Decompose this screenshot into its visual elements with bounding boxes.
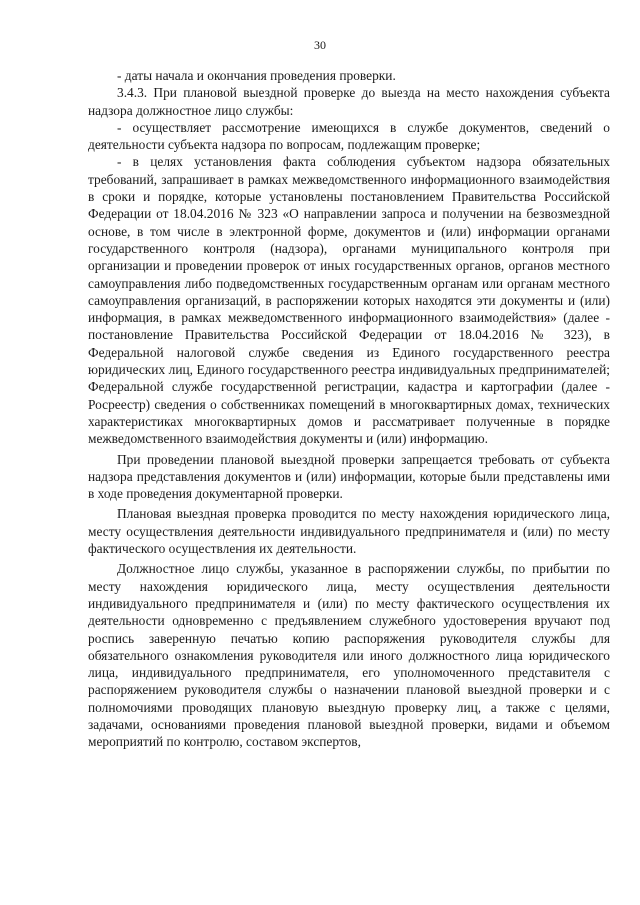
- paragraph-3-4-3: 3.4.3. При плановой выездной проверке до выезда на место нахождения субъекта надзора должностное лицо службы:: [88, 85, 610, 118]
- paragraph-inspection-location: Плановая выездная проверка проводится по месту нахождения юридического лица, месту осуществления деятельности индивидуального предпринимателя и (или) по месту фактического осуществления их деятельности.: [88, 506, 610, 557]
- page-number: 30: [314, 38, 326, 52]
- paragraph-official-arrival: Должностное лицо службы, указанное в распоряжении службы, по прибытии по месту нахождения юридического лица, месту осуществления деятельности индивидуального предпринимателя и (или) по месту фактического осуществления их деятельности одновременно с предъявлением служебного удостоверения вручают под роспись заверенную печатью копию распоряжения руководителя службы для обязательного ознакомления руководителя или иного должностного лица юридического лица, индивидуального предпринимателя, его уполномоченного представителя с распоряжением руководителя службы о назначении плановой выездной проверки и с полномочиями проводящих плановую выездную проверку лиц, а также с целями, задачами, основаниями проведения плановой выездной проверки, видами и объемом мероприятий по контролю, составом экспертов,: [88, 561, 610, 750]
- paragraph-review-documents: - осуществляет рассмотрение имеющихся в службе документов, сведений о деятельности субъекта надзора по вопросам, подлежащим проверке;: [88, 119, 610, 153]
- document-body: [88, 67, 610, 751]
- paragraph-prohibition: При проведении плановой выездной проверки запрещается требовать от субъекта надзора представления документов и (или) информации, которые были представлены ими в ходе проведения документарной проверки.: [88, 451, 610, 502]
- paragraph-interagency-request: - в целях установления факта соблюдения субъектом надзора обязательных требований, запрашивает в рамках межведомственного информационного взаимодействия в сроки и порядке, которые установлены постановлением Правительства Российской Федерации от 18.04.2016 № 323 «О направлении запроса и получении на безвозмездной основе, в том числе в электронной форме, документов и (или) информации органами государственного контроля (надзора), органами муниципального контроля при организации и проведении проверок от иных государственных органов, органов местного самоуправления либо подведомственных государственным органам или органам местного самоуправления организаций, в распоряжении которых находятся эти документы и (или) информация, в рамках межведомственного информационного взаимодействия» (далее - постановление Правительства Российской Федерации от 18.04.2016 № 323), в Федеральной налоговой службе сведения из Единого государственного реестра юридических лиц, Единого государственного реестра индивидуальных предпринимателей; Федеральной службе государственной регистрации, кадастра и картографии (далее - Росреестр) сведения о собственниках помещений в многоквартирных домах, технических характеристиках многоквартирных домов и рассматривает полученные в порядке межведомственного взаимодействия документы и (или) информацию.: [88, 154, 610, 447]
- paragraph-dates: - даты начала и окончания проведения проверки.: [117, 68, 396, 83]
